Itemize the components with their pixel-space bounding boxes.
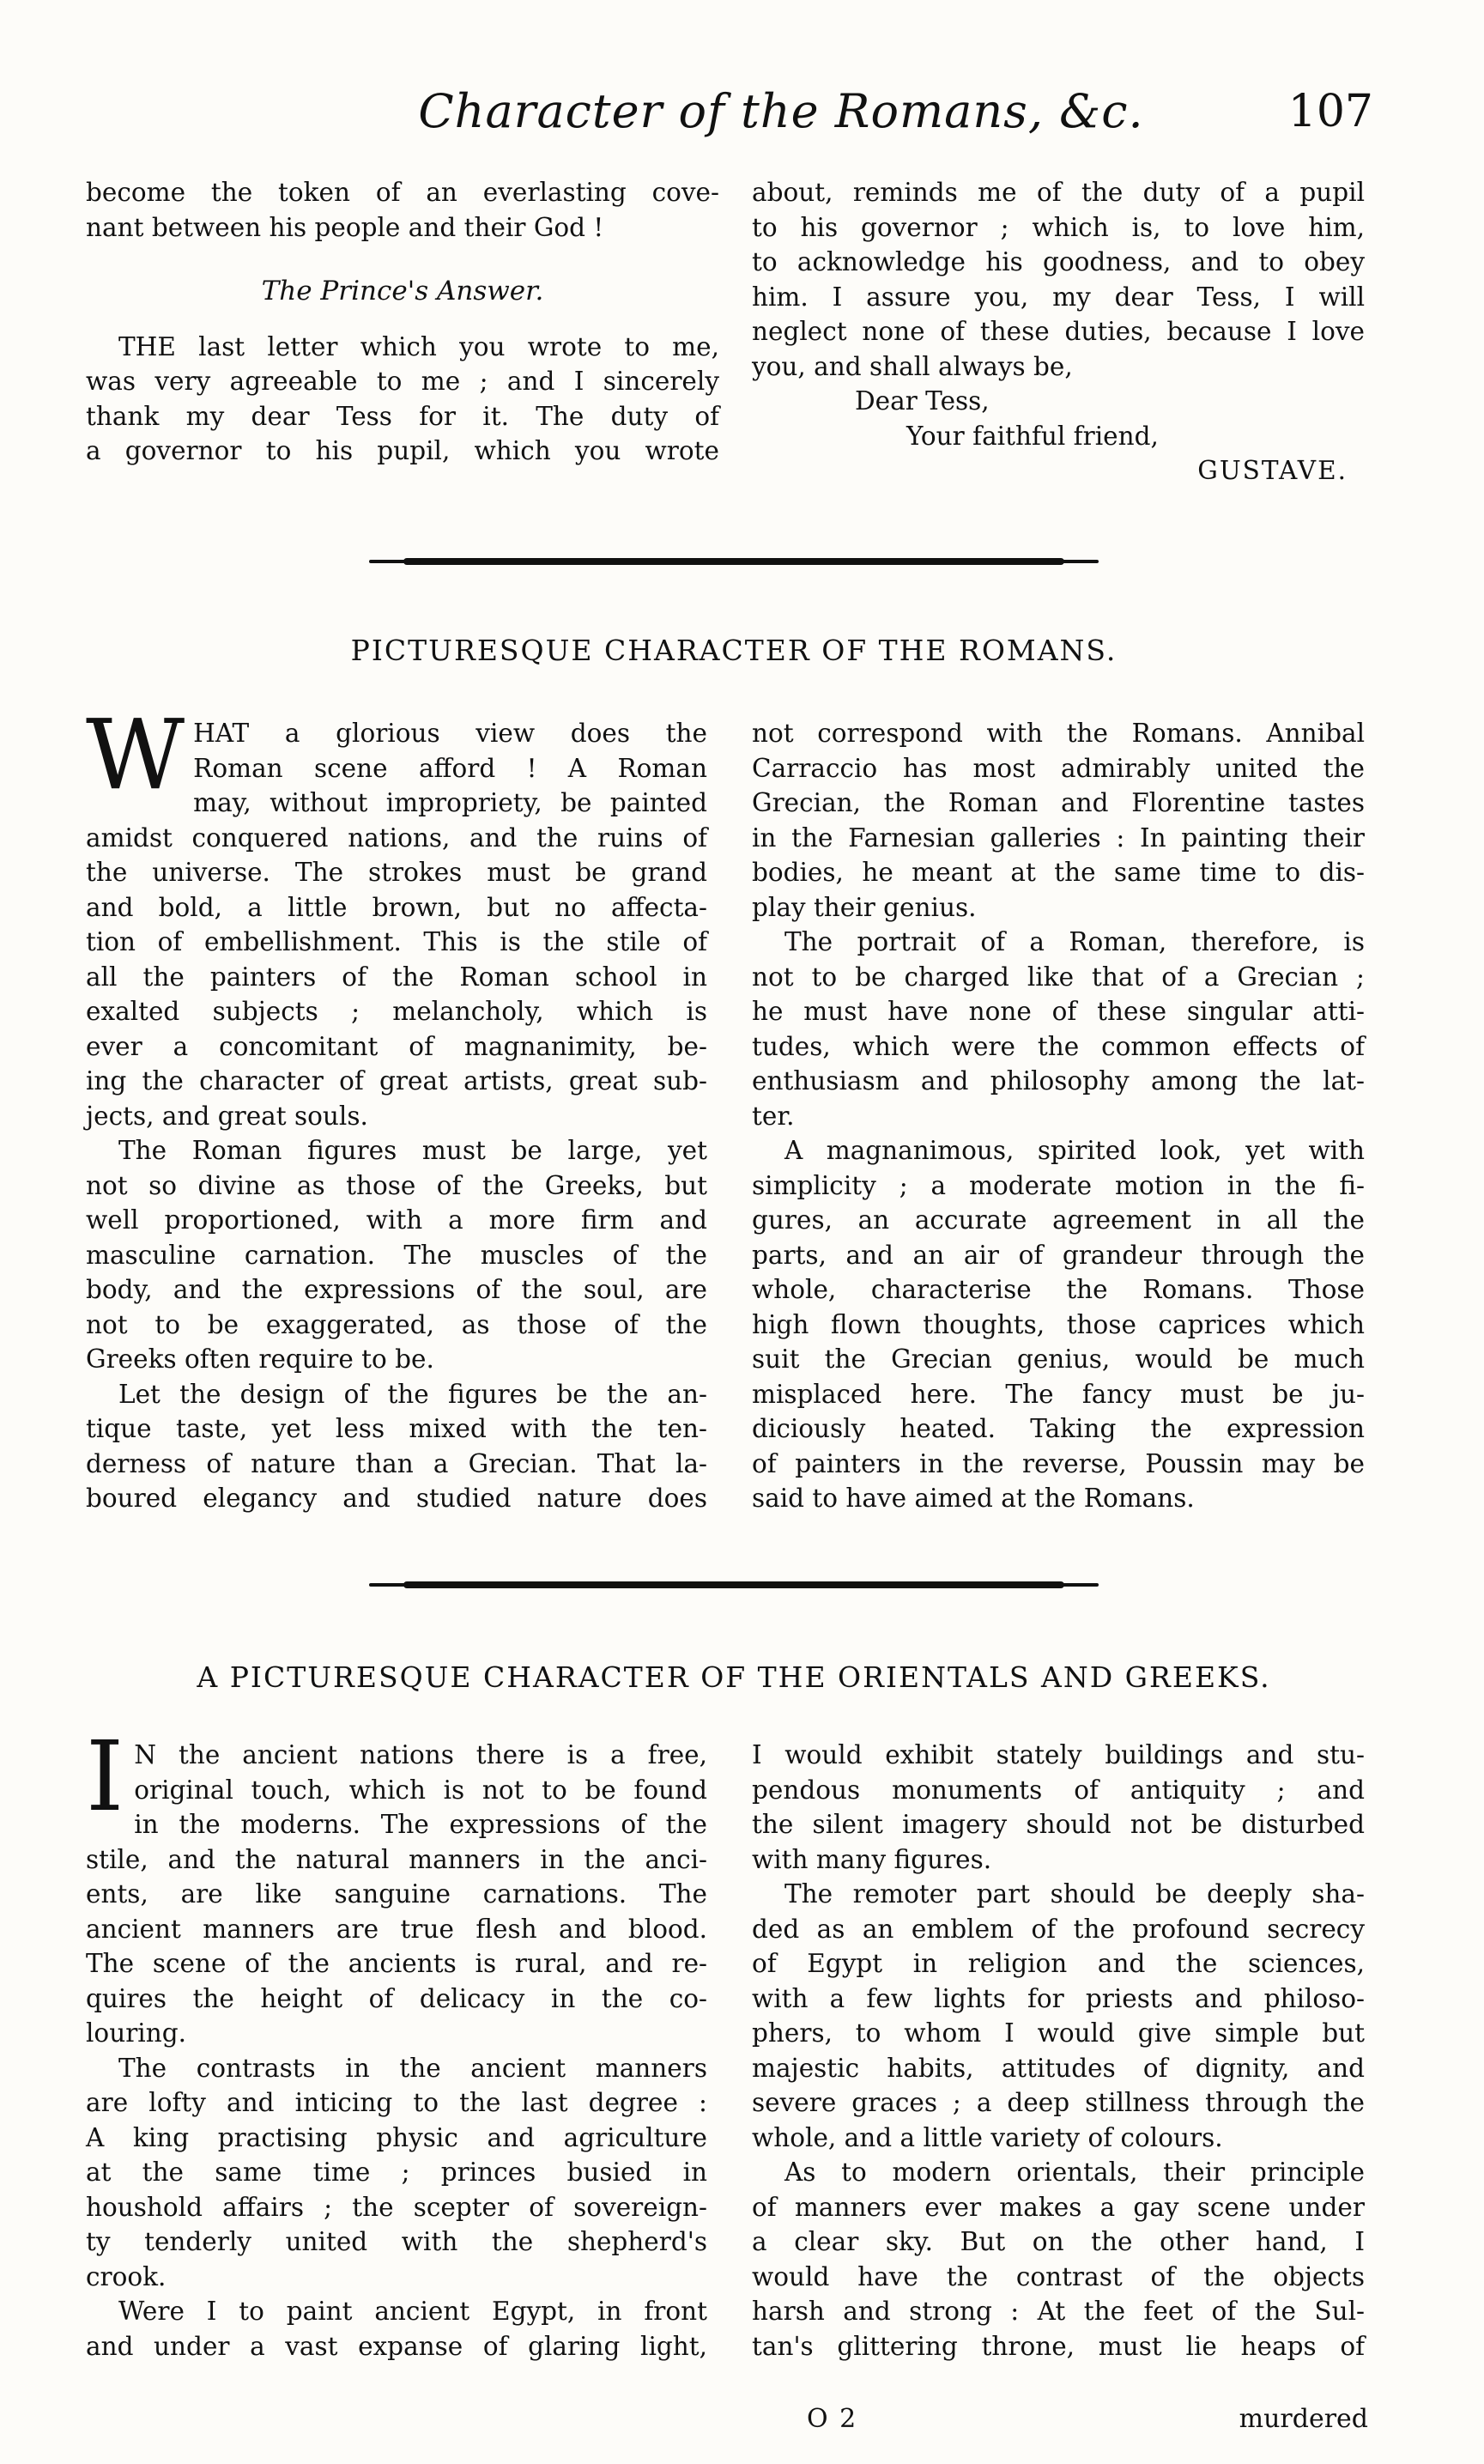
text-line: masculine carnation. The muscles of the bbox=[86, 1240, 707, 1270]
section-title-orientals: A PICTURESQUE CHARACTER OF THE ORIENTALS AND GREEKS. bbox=[197, 1660, 1271, 1694]
text-line: tan's glittering throne, must lie heaps of bbox=[752, 2331, 1365, 2361]
text-line: body, and the expressions of the soul, are bbox=[86, 1275, 707, 1304]
orientals-left-column bbox=[86, 1721, 707, 2364]
text-line: The Roman figures must be large, yet bbox=[118, 1136, 707, 1165]
text-line: louring. bbox=[86, 2018, 186, 2048]
text-line: at the same time ; princes busied in bbox=[86, 2158, 707, 2187]
closing: Your faithful friend, bbox=[906, 421, 1159, 451]
text-line: in the moderns. The expressions of the bbox=[134, 1810, 707, 1839]
text-line: enthusiasm and philosophy among the lat- bbox=[752, 1066, 1365, 1095]
text-line: a clear sky. But on the other hand, I bbox=[752, 2227, 1365, 2256]
running-title: Character of the Romans, &c. bbox=[418, 84, 1144, 138]
text-line: diciously heated. Taking the expression bbox=[752, 1414, 1365, 1443]
text-line: of painters in the reverse, Poussin may be bbox=[752, 1448, 1365, 1478]
text-line: thank my dear Tess for it. The duty of bbox=[86, 401, 719, 431]
text-line: ty tenderly united with the shepherd's bbox=[86, 2227, 707, 2256]
text-line: severe graces ; a deep stillness through the bbox=[752, 2088, 1365, 2117]
section-divider bbox=[403, 1581, 1064, 1588]
section-divider bbox=[403, 558, 1064, 565]
text-line: ancient manners are true flesh and blood. bbox=[86, 1914, 707, 1944]
orientals-right-column bbox=[752, 1738, 1365, 2364]
text-line: not so divine as those of the Greeks, but bbox=[86, 1170, 707, 1200]
signature-mark: O 2 bbox=[807, 2404, 858, 2434]
text-line: he must have none of these singular atti- bbox=[752, 997, 1365, 1026]
page-header bbox=[86, 84, 1373, 153]
text-line: A magnanimous, spirited look, yet with bbox=[784, 1136, 1365, 1165]
text-line: said to have aimed at the Romans. bbox=[752, 1484, 1195, 1513]
text-line: crook. bbox=[86, 2261, 167, 2291]
text-line: harsh and strong : At the feet of the Sul- bbox=[752, 2297, 1365, 2326]
text-line: gures, an accurate agreement in all the bbox=[752, 1205, 1365, 1235]
text-line: you, and shall always be, bbox=[752, 351, 1073, 381]
text-line: The contrasts in the ancient manners bbox=[118, 2053, 707, 2083]
text-line: derness of nature than a Grecian. That la- bbox=[86, 1448, 707, 1478]
letter-subheading: The Prince's Answer. bbox=[261, 276, 544, 306]
text-line: become the token of an everlasting cove- bbox=[86, 178, 719, 207]
text-line: may, without impropriety, be painted bbox=[193, 788, 707, 817]
text-line: houshold affairs ; the scepter of sovereign- bbox=[86, 2192, 707, 2222]
text-line: him. I assure you, my dear Tess, I will bbox=[752, 282, 1365, 312]
text-line: whole, and a little variety of colours. bbox=[752, 2122, 1223, 2152]
signature: GUSTAVE. bbox=[1197, 456, 1348, 485]
text-line: parts, and an air of grandeur through the bbox=[752, 1240, 1365, 1270]
letter-left-column bbox=[86, 175, 719, 469]
text-line: are lofty and inticing to the last degree : bbox=[86, 2088, 707, 2117]
letter-right-column bbox=[752, 175, 1365, 489]
text-line: simplicity ; a moderate motion in the fi- bbox=[752, 1170, 1365, 1200]
text-line: As to modern orientals, their principle bbox=[784, 2158, 1365, 2187]
text-line: suit the Grecian genius, would be much bbox=[752, 1344, 1365, 1374]
text-line: Roman scene afford ! A Roman bbox=[193, 753, 707, 783]
text-line: misplaced here. The fancy must be ju- bbox=[752, 1379, 1365, 1409]
text-line: to acknowledge his goodness, and to obey bbox=[752, 247, 1365, 276]
text-line: The portrait of a Roman, therefore, is bbox=[784, 927, 1365, 956]
text-line: ents, are like sanguine carnations. The bbox=[86, 1879, 707, 1909]
text-line: majestic habits, attitudes of dignity, and bbox=[752, 2053, 1365, 2083]
text-line: play their genius. bbox=[752, 892, 977, 922]
text-line: all the painters of the Roman school in bbox=[86, 962, 707, 992]
text-line: Let the design of the figures be the an- bbox=[118, 1379, 707, 1409]
text-line: Grecian, the Roman and Florentine tastes bbox=[752, 788, 1365, 817]
romans-left-column bbox=[86, 700, 707, 1516]
text-line: Were I to paint ancient Egypt, in front bbox=[118, 2297, 707, 2326]
page-number: 107 bbox=[1287, 86, 1373, 137]
text-line: tion of embellishment. This is the stile of bbox=[86, 927, 707, 956]
text-line: a governor to his pupil, which you wrote bbox=[86, 436, 719, 465]
romans-right-column bbox=[752, 716, 1365, 1516]
text-line: A king practising physic and agriculture bbox=[86, 2122, 707, 2152]
section-title-romans: PICTURESQUE CHARACTER OF THE ROMANS. bbox=[350, 634, 1118, 667]
text-line: quires the height of delicacy in the co- bbox=[86, 1983, 707, 2013]
text-line: jects, and great souls. bbox=[86, 1101, 368, 1131]
text-line: ever a concomitant of magnanimity, be- bbox=[86, 1031, 707, 1061]
text-line: neglect none of these duties, because I love bbox=[752, 317, 1365, 346]
text-line: was very agreeable to me ; and I sincerely bbox=[86, 367, 719, 396]
text-line: not to be exaggerated, as those of the bbox=[86, 1309, 707, 1339]
text-line: with many figures. bbox=[752, 1844, 992, 1874]
text-line: to his governor ; which is, to love him, bbox=[752, 212, 1365, 242]
text-line: well proportioned, with a more firm and bbox=[86, 1205, 707, 1235]
text-line: and bold, a little brown, but no affecta- bbox=[86, 892, 707, 922]
text-line: I would exhibit stately buildings and stu- bbox=[752, 1740, 1365, 1769]
text-line: not to be charged like that of a Grecian ; bbox=[752, 962, 1365, 992]
salutation: Dear Tess, bbox=[855, 386, 990, 416]
catchword: murdered bbox=[1239, 2404, 1368, 2434]
text-line: Greeks often require to be. bbox=[86, 1344, 434, 1374]
drop-cap: I bbox=[86, 1721, 124, 1833]
text-line: N the ancient nations there is a free, bbox=[134, 1740, 707, 1769]
text-line: whole, characterise the Romans. Those bbox=[752, 1275, 1365, 1304]
text-line: tique taste, yet less mixed with the ten- bbox=[86, 1414, 707, 1443]
text-line: Carraccio has most admirably united the bbox=[752, 753, 1365, 783]
text-line: HAT a glorious view does the bbox=[193, 719, 707, 748]
text-line: THE last letter which you wrote to me, bbox=[118, 331, 719, 361]
text-line: and under a vast expanse of glaring light, bbox=[86, 2331, 707, 2361]
text-line: The scene of the ancients is rural, and re- bbox=[86, 1949, 707, 1978]
text-line: of manners ever makes a gay scene under bbox=[752, 2192, 1365, 2222]
text-line: about, reminds me of the duty of a pupil bbox=[752, 178, 1365, 207]
text-line: in the Farnesian galleries : In painting their bbox=[752, 822, 1365, 853]
text-line: high flown thoughts, those caprices which bbox=[752, 1309, 1365, 1339]
text-line: of Egypt in religion and the sciences, bbox=[752, 1949, 1365, 1978]
text-line: stile, and the natural manners in the anci- bbox=[86, 1844, 707, 1874]
text-line: pendous monuments of antiquity ; and bbox=[752, 1775, 1365, 1805]
text-line: The remoter part should be deeply sha- bbox=[784, 1879, 1365, 1909]
text-line: ded as an emblem of the profound secrecy bbox=[752, 1914, 1365, 1944]
text-line: tudes, which were the common effects of bbox=[752, 1031, 1365, 1061]
text-line: ter. bbox=[752, 1101, 795, 1131]
text-line: boured elegancy and studied nature does bbox=[86, 1484, 707, 1513]
text-line: the universe. The strokes must be grand bbox=[86, 858, 707, 887]
text-line: nant between his people and their God ! bbox=[86, 212, 604, 242]
text-line: with a few lights for priests and philoso- bbox=[752, 1983, 1365, 2013]
text-line: phers, to whom I would give simple but bbox=[752, 2018, 1365, 2048]
text-line: bodies, he meant at the same time to dis- bbox=[752, 858, 1365, 887]
text-line: not correspond with the Romans. Annibal bbox=[752, 719, 1365, 748]
drop-cap: W bbox=[86, 700, 185, 811]
text-line: ing the character of great artists, great sub- bbox=[86, 1066, 707, 1095]
text-line: amidst conquered nations, and the ruins of bbox=[86, 822, 707, 853]
text-line: exalted subjects ; melancholy, which is bbox=[86, 997, 707, 1026]
text-line: original touch, which is not to be found bbox=[134, 1775, 707, 1805]
text-line: would have the contrast of the objects bbox=[752, 2261, 1365, 2291]
text-line: the silent imagery should not be disturbed bbox=[752, 1810, 1365, 1839]
